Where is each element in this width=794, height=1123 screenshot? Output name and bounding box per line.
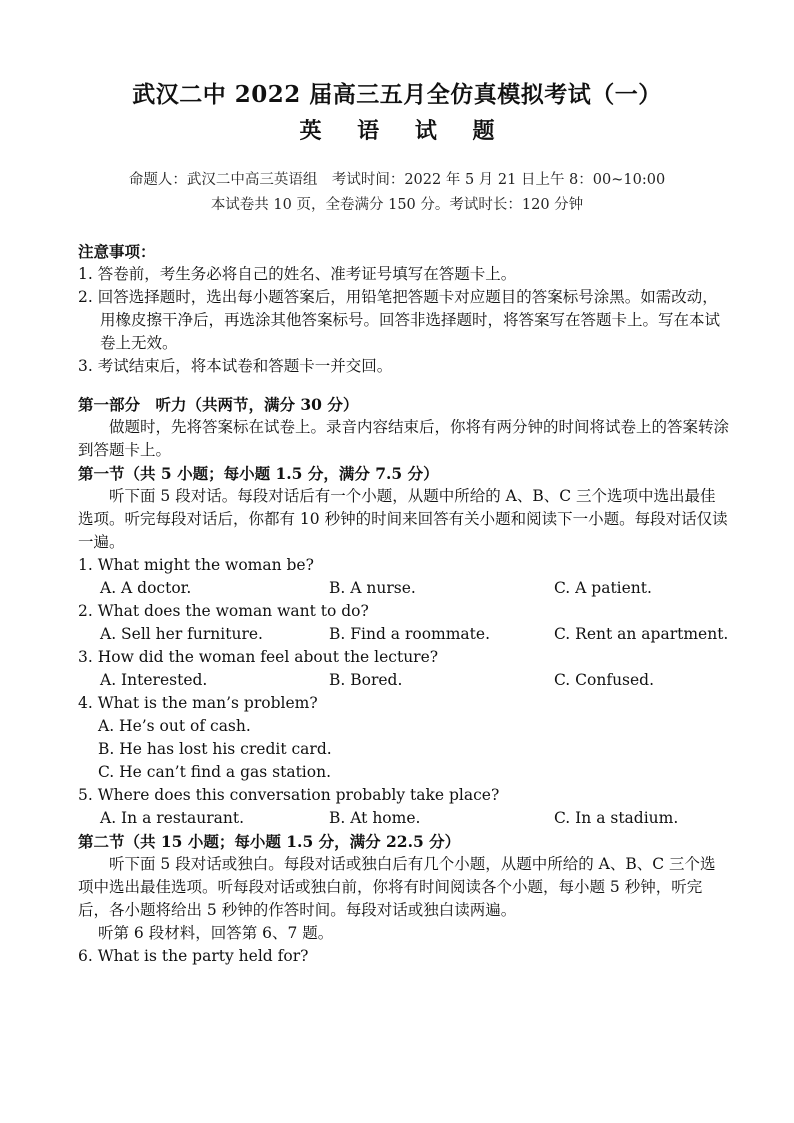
option-a: A. Sell her furniture. bbox=[100, 625, 263, 643]
notice-heading: 注意事项： bbox=[78, 242, 156, 261]
question-3: 3. How did the woman feel about the lecture? bbox=[78, 648, 439, 666]
exam-subtitle: 英 语 试 题 bbox=[299, 118, 509, 144]
part1-intro: 做题时，先将答案标在试卷上。录音内容结束后，你将有两分钟的时间将试卷上的答案转涂到答题卡上。 bbox=[78, 418, 730, 459]
option-b: B. Find a roommate. bbox=[329, 625, 490, 643]
notice-item-1: 1. 答卷前，考生务必将自己的姓名、准考证号填写在答题卡上。 bbox=[78, 265, 517, 283]
exam-title: 武汉二中 2022 届高三五月全仿真模拟考试（一） bbox=[132, 81, 662, 108]
option-c: C. A patient. bbox=[554, 579, 652, 597]
option-c: C. Rent an apartment. bbox=[554, 625, 729, 643]
question-2: 2. What does the woman want to do? bbox=[78, 602, 369, 620]
question-1: 1. What might the woman be? bbox=[78, 556, 314, 574]
question-2-options bbox=[78, 623, 730, 646]
section-gap bbox=[78, 378, 730, 393]
exam-meta-line-2: 本试卷共 10 页，全卷满分 150 分。考试时长：120 分钟 bbox=[210, 197, 584, 213]
section1-intro: 听下面 5 段对话。每段对话后有一个小题，从题中所给的 A、B、C 三个选项中选出最佳选项。听完每段对话后，你都有 10 秒钟的时间来回答有关小题和阅读下一小题。每段对话仅读一遍。 bbox=[78, 487, 728, 551]
part1-heading: 第一部分 听力（共两节，满分 30 分） bbox=[78, 395, 359, 414]
material-note: 听第 6 段材料，回答第 6、7 题。 bbox=[98, 924, 334, 942]
section2-intro: 听下面 5 段对话或独白。每段对话或独白后有几个小题，从题中所给的 A、B、C 三个选项中选出最佳选项。听每段对话或独白前，你将有时间阅读各个小题，每小题 5 秒钟，听完后，各小题将给出 5 秒钟的作答时间。每段对话或独白读两遍。 bbox=[78, 855, 716, 919]
option-b: B. Bored. bbox=[329, 671, 403, 689]
option-c: C. He can’t find a gas station. bbox=[98, 763, 331, 781]
question-1-options bbox=[78, 577, 730, 600]
notice-item-3: 3. 考试结束后，将本试卷和答题卡一并交回。 bbox=[78, 357, 393, 375]
question-3-options bbox=[78, 669, 730, 692]
option-a: A. Interested. bbox=[100, 671, 208, 689]
option-c: C. Confused. bbox=[554, 671, 655, 689]
option-a: A. A doctor. bbox=[100, 579, 192, 597]
section1-heading: 第一节（共 5 小题；每小题 1.5 分，满分 7.5 分） bbox=[78, 464, 439, 483]
option-c: C. In a stadium. bbox=[554, 809, 679, 827]
question-5-options bbox=[78, 807, 730, 830]
question-4: 4. What is the man’s problem? bbox=[78, 694, 318, 712]
option-a: A. He’s out of cash. bbox=[98, 717, 251, 735]
option-b: B. He has lost his credit card. bbox=[98, 740, 332, 758]
question-6: 6. What is the party held for? bbox=[78, 947, 309, 965]
option-b: B. At home. bbox=[329, 809, 421, 827]
question-5: 5. Where does this conversation probably take place? bbox=[78, 786, 500, 804]
exam-body bbox=[78, 240, 730, 968]
option-a: A. In a restaurant. bbox=[100, 809, 245, 827]
exam-meta-line-1: 命题人：武汉二中高三英语组 考试时间：2022 年 5 月 21 日上午 8：00~10:00 bbox=[128, 172, 666, 188]
notice-item-2: 2. 回答选择题时，选出每小题答案后，用铅笔把答题卡对应题目的答案标号涂黑。如需改动，用橡皮擦干净后，再选涂其他答案标号。回答非选择题时，将答案写在答题卡上。写在本试卷上无效。 bbox=[78, 288, 721, 352]
option-b: B. A nurse. bbox=[329, 579, 416, 597]
section2-heading: 第二节（共 15 小题；每小题 1.5 分，满分 22.5 分） bbox=[78, 832, 461, 851]
